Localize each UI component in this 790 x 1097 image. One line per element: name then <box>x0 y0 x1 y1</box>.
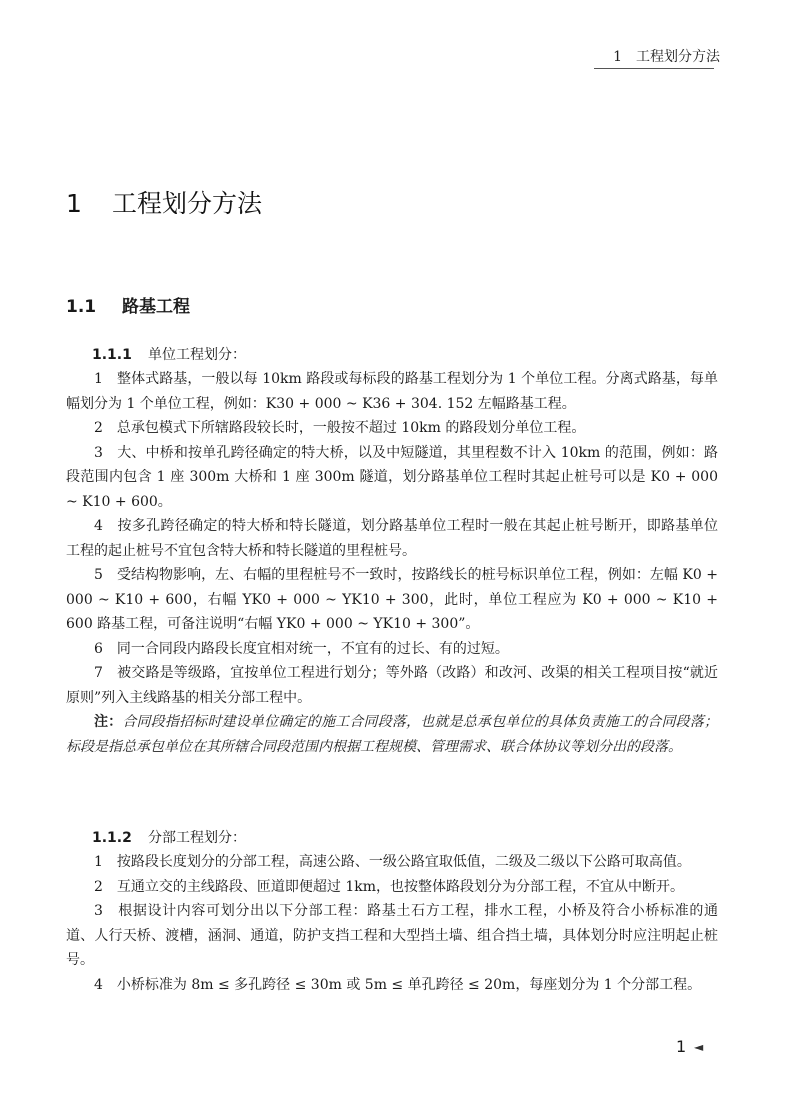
paragraph: 3 大、中桥和按单孔跨径确定的特大桥，以及中短隧道，其里程数不计入 10km 的范围，例如：路段范围内包含 1 座 300m 大桥和 1 座 300m 隧道，划分路基单位工程时其起止桩号可以是 K0 + 000 ~ K10 + 600。 <box>66 444 718 510</box>
page-number: 1 <box>676 1037 687 1056</box>
paragraph: 1 整体式路基，一般以每 10km 路段或每标段的路基工程划分为 1 个单位工程。分离式路基，每单幅划分为 1 个单位工程，例如：K30 + 000 ~ K36 + 304. 152 左幅路基工程。 <box>66 371 718 412</box>
chapter-number: 1 <box>66 189 82 218</box>
section-title-text: 路基工程 <box>122 297 190 317</box>
paragraph: 2 总承包模式下所辖路段较长时，一般按不超过 10km 的路段划分单位工程。 <box>94 420 586 436</box>
subsection-heading <box>66 826 718 850</box>
paragraph: 2 互通立交的主线路段、匝道即便超过 1km，也按整体路段划分为分部工程，不宜从中断开。 <box>94 878 685 895</box>
note <box>66 710 718 759</box>
subsection-title: 分部工程划分： <box>148 830 246 846</box>
note-text: 合同段指招标时建设单位确定的施工合同段落，也就是总承包单位的具体负责施工的合同段落；标段是指总承包单位在其所辖合同段范围内根据工程规模、管理需求、联合体协议等划分出的段落。 <box>66 714 719 755</box>
subsection-1-1-1 <box>66 343 718 759</box>
paragraph: 7 被交路是等级路，宜按单位工程进行划分；等外路（改路）和改河、改渠的相关工程项目按“就近原则”列入主线路基的相关分部工程中。 <box>66 665 718 706</box>
page-arrow-icon: ◄ <box>694 1040 704 1054</box>
subsection-heading <box>66 343 718 367</box>
chapter-title-text: 工程划分方法 <box>112 189 263 218</box>
section-number: 1.1 <box>66 297 97 317</box>
paragraph: 6 同一合同段内路段长度宜相对统一，不宜有的过长、有的过短。 <box>94 640 509 657</box>
subsection-1-1-2 <box>66 826 718 997</box>
section-title <box>66 292 190 317</box>
subsection-number: 1.1.1 <box>92 347 132 363</box>
paragraph: 4 按多孔跨径确定的特大桥和特长隧道，划分路基单位工程时一般在其起止桩号断开，即路基单位工程的起止桩号不宜包含特大桥和特长隧道的里程桩号。 <box>66 518 718 559</box>
paragraph: 4 小桥标准为 8m ≤ 多孔跨径 ≤ 30m 或 5m ≤ 单孔跨径 ≤ 20m，每座划分为 1 个分部工程。 <box>94 976 702 993</box>
header-rule <box>594 68 714 69</box>
chapter-title <box>66 184 262 220</box>
subsection-title: 单位工程划分： <box>148 347 246 363</box>
paragraph: 3 根据设计内容可划分出以下分部工程：路基土石方工程，排水工程，小桥及符合小桥标准的通道、人行天桥、渡槽，涵洞、通道，防护支挡工程和大型挡土墙、组合挡土墙，具体划分时应注明起止桩号。 <box>66 903 718 968</box>
paragraph: 5 受结构物影响，左、右幅的里程桩号不一致时，按路线长的桩号标识单位工程，例如：左幅 K0 + 000 ~ K10 + 600，右幅 YK0 + 000 ~ YK10 + 300，此时，单位工程应为 K0 + 000 ~ K10 + 600 路基工程，可备注说明“右幅 YK0 + 000 ~ YK10 + 300”。 <box>66 567 718 632</box>
note-label: 注： <box>94 714 123 730</box>
running-header: 1 工程划分方法 <box>613 49 720 65</box>
subsection-number: 1.1.2 <box>92 830 132 846</box>
paragraph: 1 按路段长度划分的分部工程，高速公路、一级公路宜取低值，二级及二级以下公路可取高值。 <box>94 854 691 870</box>
